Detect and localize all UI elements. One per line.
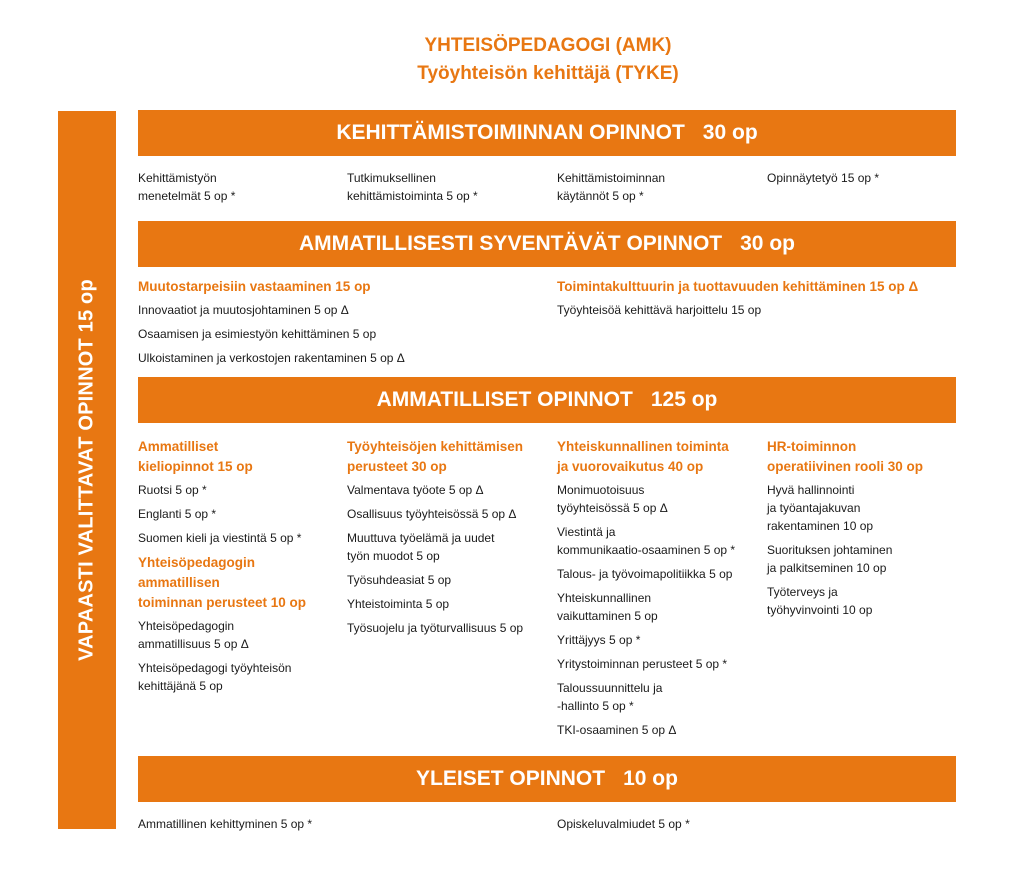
course-item: Englanti 5 op * [138,507,217,521]
course-item: Kehittämistoiminnan käytännöt 5 op * [557,171,666,203]
section-title: YLEISET OPINNOT [416,767,606,790]
course-item: Ruotsi 5 op * [138,483,207,497]
course-item: Muuttuva työelämä ja uudet työn muodot 5 op [347,531,495,563]
course-column [557,815,957,839]
section-header-yleiset [138,756,956,802]
course-group-heading: Ammatilliset kieliopinnot 15 op [138,439,253,474]
course-item: Yhteisöpedagogi työyhteisön kehittäjänä 5 op [138,661,292,693]
section-title: AMMATILLISESTI SYVENTÄVÄT OPINNOT [299,232,723,255]
course-item: Suorituksen johtaminen ja palkitseminen 10 op [767,543,893,575]
course-item: Työterveys ja työhyvinvointi 10 op [767,585,873,617]
section-title: AMMATILLISET OPINNOT [376,388,633,411]
section-title: KEHITTÄMISTOIMINNAN OPINNOT [336,121,685,144]
section-credits: 10 op [623,767,678,790]
course-column [767,437,957,625]
section-credits: 30 op [702,121,758,144]
section-credits: 125 op [650,388,718,411]
course-item: Työsuojelu ja työturvallisuus 5 op [347,621,524,635]
course-item: Talous- ja työvoimapolitiikka 5 op [557,567,733,581]
course-item: Viestintä ja kommunikaatio-osaaminen 5 op * [557,525,736,557]
course-item: Osaamisen ja esimiestyön kehittäminen 5 op [138,327,377,341]
course-group-heading: Työyhteisöjen kehittämisen perusteet 30 op [347,439,524,474]
course-group-heading: Yhteiskunnallinen toiminta ja vuorovaikutus 40 op [557,439,729,474]
course-item: Opinnäytetyö 15 op * [767,171,880,185]
course-item: Yrittäjyys 5 op * [557,633,641,647]
course-item: Valmentava työote 5 op Δ [347,483,484,497]
course-column [767,169,957,193]
course-column [557,277,957,325]
course-item: Opiskeluvalmiudet 5 op * [557,817,690,831]
section-header-kehittamistoiminta [138,110,956,156]
course-item: Ammatillinen kehittyminen 5 op * [138,817,313,831]
section-credits: 30 op [740,232,795,255]
course-item: Työsuhdeasiat 5 op [347,573,452,587]
course-column [138,437,343,701]
course-column [347,169,547,211]
course-item: Hyvä hallinnointi ja työantajakuvan rakentaminen 10 op [767,483,874,533]
course-column [138,169,338,211]
course-item: Taloussuunnittelu ja -hallinto 5 op * [557,681,663,713]
course-group-heading: Muutostarpeisiin vastaaminen 15 op [138,279,371,294]
page-subtitle: Työyhteisön kehittäjä (TYKE) [417,63,679,84]
course-item: Yhteistoiminta 5 op [347,597,450,611]
course-item: Osallisuus työyhteisössä 5 op Δ [347,507,517,521]
course-item: Tutkimuksellinen kehittämistoiminta 5 op * [347,171,478,203]
course-item: Ulkoistaminen ja verkostojen rakentaminen 5 op Δ [138,351,405,365]
course-group-heading: Toimintakulttuurin ja tuottavuuden kehittäminen 15 op Δ [557,279,919,294]
course-item: TKI-osaaminen 5 op Δ [557,723,677,737]
course-group-heading: Yhteisöpedagogin ammatillisen toiminnan perusteet 10 op [138,555,307,610]
course-item: Yhteiskunnallinen vaikuttaminen 5 op [557,591,658,623]
course-group-heading: HR-toiminnon operatiivinen rooli 30 op [767,439,924,474]
course-item: Innovaatiot ja muutosjohtaminen 5 op Δ [138,303,349,317]
course-item: Monimuotoisuus työyhteisössä 5 op Δ [557,483,668,515]
elective-studies-band [58,111,116,829]
section-header-syventavat [138,221,956,267]
elective-studies-label: VAPAASTI VALITTAVAT OPINNOT 15 op [75,279,98,661]
course-item: Suomen kieli ja viestintä 5 op * [138,531,302,545]
course-column [557,169,757,211]
course-item: Kehittämistyön menetelmät 5 op * [138,171,236,203]
page-title: YHTEISÖPEDAGOGI (AMK) [424,35,672,56]
course-item: Yhteisöpedagogin ammatillisuus 5 op Δ [138,619,249,651]
course-item: Työyhteisöä kehittävä harjoittelu 15 op [557,303,762,317]
course-column [347,437,552,643]
course-item: Yritystoiminnan perusteet 5 op * [557,657,728,671]
section-header-ammatilliset [138,377,956,423]
course-column [138,277,548,373]
course-column [138,815,538,839]
course-column [557,437,762,745]
